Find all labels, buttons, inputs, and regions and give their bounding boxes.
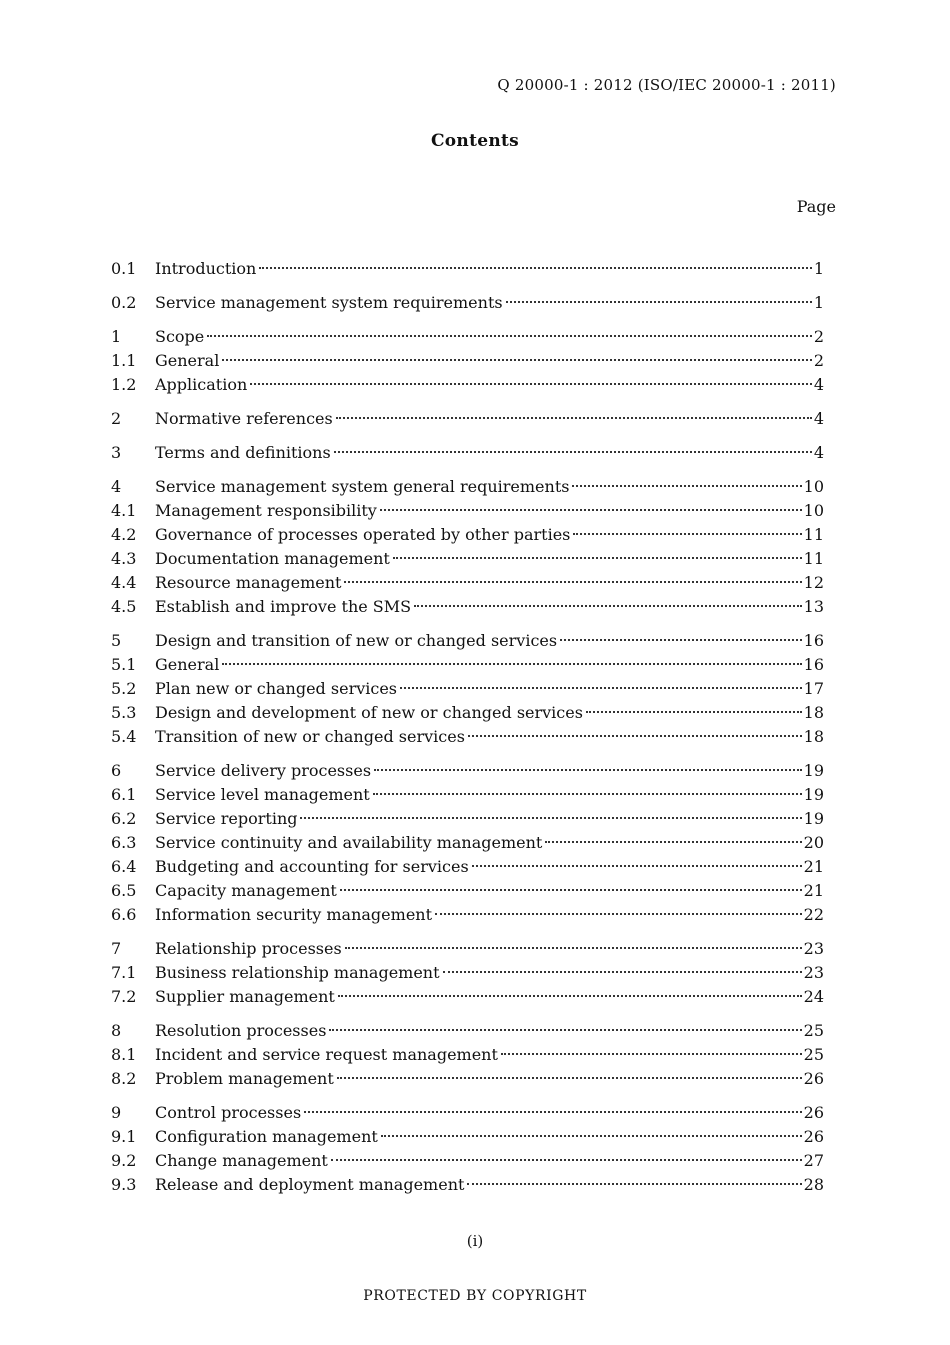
toc-entry[interactable] [111, 499, 824, 523]
toc-entry-title: Supplier management [155, 987, 335, 1006]
toc-entry[interactable] [111, 523, 824, 547]
toc-dot-leader [207, 335, 812, 337]
toc-section-group [111, 325, 824, 397]
toc-dot-leader [501, 1053, 802, 1055]
toc-entry-page: 2 [813, 351, 824, 370]
toc-entry-page: 17 [803, 679, 824, 698]
toc-section-group [111, 1101, 824, 1197]
toc-entry-page: 16 [803, 631, 824, 650]
toc-dot-leader [345, 947, 802, 949]
toc-dot-leader [560, 639, 802, 641]
toc-entry[interactable] [111, 475, 824, 499]
toc-entry-title: Scope [155, 327, 205, 346]
toc-dot-leader [573, 533, 801, 535]
toc-entry-page: 19 [803, 761, 824, 780]
toc-dot-leader [250, 383, 812, 385]
toc-entry-number: 1 [111, 327, 122, 346]
toc-entry-page: 11 [803, 525, 824, 544]
toc-entry-page: 24 [803, 987, 824, 1006]
toc-entry[interactable] [111, 985, 824, 1009]
toc-entry-title: Terms and definitions [155, 443, 331, 462]
toc-entry-title: Service reporting [155, 809, 298, 828]
toc-entry-number: 6 [111, 761, 122, 780]
toc-dot-leader [435, 913, 802, 915]
toc-entry-number: 5 [111, 631, 122, 650]
toc-entry[interactable] [111, 1043, 824, 1067]
toc-section-group [111, 937, 824, 1009]
toc-entry-page: 28 [803, 1175, 824, 1194]
toc-entry-number: 9.3 [111, 1175, 137, 1194]
toc-dot-leader [380, 509, 802, 511]
toc-section-group [111, 441, 824, 465]
toc-entry-page: 2 [813, 327, 824, 346]
toc-entry-number: 7 [111, 939, 122, 958]
toc-entry[interactable] [111, 257, 824, 281]
toc-entry[interactable] [111, 1019, 824, 1043]
toc-entry-number: 4.1 [111, 501, 137, 520]
toc-entry[interactable] [111, 1067, 824, 1091]
toc-entry[interactable] [111, 653, 824, 677]
standard-identifier: Q 20000-1 : 2012 (ISO/IEC 20000-1 : 2011) [497, 76, 836, 94]
toc-entry-page: 25 [803, 1045, 824, 1064]
toc-entry[interactable] [111, 879, 824, 903]
toc-entry-number: 6.3 [111, 833, 137, 852]
toc-entry-title: Transition of new or changed services [155, 727, 465, 746]
toc-entry-title: Relationship processes [155, 939, 342, 958]
toc-entry[interactable] [111, 441, 824, 465]
page-column-label: Page [796, 197, 836, 216]
toc-entry-number: 9.1 [111, 1127, 137, 1146]
toc-dot-leader [337, 1077, 802, 1079]
toc-entry[interactable] [111, 1101, 824, 1125]
toc-entry-number: 8 [111, 1021, 122, 1040]
toc-dot-leader [467, 1183, 801, 1185]
toc-dot-leader [304, 1111, 801, 1113]
toc-dot-leader [259, 267, 811, 269]
toc-entry[interactable] [111, 291, 824, 315]
toc-entry-number: 9.2 [111, 1151, 137, 1170]
toc-entry[interactable] [111, 595, 824, 619]
toc-entry-page: 1 [813, 293, 824, 312]
toc-dot-leader [336, 417, 812, 419]
toc-entry-title: Service level management [155, 785, 370, 804]
toc-dot-leader [329, 1029, 801, 1031]
toc-entry-number: 4.5 [111, 597, 137, 616]
toc-entry[interactable] [111, 759, 824, 783]
toc-entry-title: Service management system general requirements [155, 477, 570, 496]
toc-entry-page: 10 [803, 501, 824, 520]
toc-entry-title: Governance of processes operated by other parties [155, 525, 571, 544]
toc-dot-leader [340, 889, 802, 891]
toc-entry-number: 0.2 [111, 293, 137, 312]
toc-entry-page: 10 [803, 477, 824, 496]
toc-entry-title: Configuration management [155, 1127, 378, 1146]
toc-entry-title: Management responsibility [155, 501, 377, 520]
toc-entry-title: Service continuity and availability management [155, 833, 543, 852]
toc-entry-number: 4.2 [111, 525, 137, 544]
toc-entry-page: 23 [803, 939, 824, 958]
toc-entry-page: 20 [803, 833, 824, 852]
toc-entry-title: Control processes [155, 1103, 302, 1122]
toc-entry-number: 6.4 [111, 857, 137, 876]
toc-section-group [111, 475, 824, 619]
toc-entry-number: 2 [111, 409, 122, 428]
toc-dot-leader [334, 451, 812, 453]
toc-section-group [111, 291, 824, 315]
toc-entry-title: Service management system requirements [155, 293, 503, 312]
toc-entry-title: Information security management [155, 905, 433, 924]
toc-dot-leader [414, 605, 802, 607]
toc-entry-page: 27 [803, 1151, 824, 1170]
toc-entry-title: Budgeting and accounting for services [155, 857, 469, 876]
toc-entry-number: 6.1 [111, 785, 137, 804]
toc-entry-title: Resolution processes [155, 1021, 327, 1040]
toc-entry-page: 19 [803, 809, 824, 828]
toc-entry-page: 18 [803, 727, 824, 746]
toc-entry-number: 6.6 [111, 905, 137, 924]
toc-entry-number: 5.3 [111, 703, 137, 722]
toc-entry-number: 4.4 [111, 573, 137, 592]
toc-entry-page: 11 [803, 549, 824, 568]
toc-entry[interactable] [111, 1125, 824, 1149]
toc-entry-title: Design and transition of new or changed services [155, 631, 558, 650]
toc-entry-title: General [155, 655, 220, 674]
toc-dot-leader [381, 1135, 802, 1137]
toc-dot-leader [222, 663, 801, 665]
toc-entry-number: 8.1 [111, 1045, 137, 1064]
toc-entry-page: 13 [803, 597, 824, 616]
toc-dot-leader [374, 769, 802, 771]
toc-entry[interactable] [111, 349, 824, 373]
toc-entry-number: 7.1 [111, 963, 137, 982]
toc-entry-page: 22 [803, 905, 824, 924]
toc-dot-leader [300, 817, 801, 819]
toc-entry-number: 6.5 [111, 881, 137, 900]
toc-dot-leader [586, 711, 802, 713]
toc-entry-title: Application [155, 375, 248, 394]
toc-entry[interactable] [111, 807, 824, 831]
toc-entry-page: 18 [803, 703, 824, 722]
toc-entry-title: Introduction [155, 259, 257, 278]
toc-entry-title: Normative references [155, 409, 333, 428]
toc-entry-title: General [155, 351, 220, 370]
toc-entry-page: 25 [803, 1021, 824, 1040]
toc-entry[interactable] [111, 1149, 824, 1173]
toc-entry-page: 1 [813, 259, 824, 278]
toc-dot-leader [572, 485, 801, 487]
toc-entry-number: 4 [111, 477, 122, 496]
toc-entry-title: Plan new or changed services [155, 679, 398, 698]
toc-dot-leader [338, 995, 802, 997]
toc-entry-number: 0.1 [111, 259, 137, 278]
toc-entry[interactable] [111, 547, 824, 571]
toc-entry-page: 16 [803, 655, 824, 674]
page-number: (i) [466, 1232, 484, 1250]
toc-dot-leader [222, 359, 811, 361]
toc-section-group [111, 1019, 824, 1091]
toc-entry[interactable] [111, 629, 824, 653]
toc-entry[interactable] [111, 961, 824, 985]
toc-entry-number: 1.2 [111, 375, 137, 394]
toc-entry[interactable] [111, 701, 824, 725]
toc-entry[interactable] [111, 725, 824, 749]
toc-dot-leader [443, 971, 802, 973]
toc-entry-number: 5.2 [111, 679, 137, 698]
toc-entry-title: Capacity management [155, 881, 337, 900]
toc-entry[interactable] [111, 783, 824, 807]
toc-dot-leader [400, 687, 802, 689]
toc-entry[interactable] [111, 937, 824, 961]
toc-dot-leader [344, 581, 801, 583]
toc-entry-page: 23 [803, 963, 824, 982]
toc-entry-title: Business relationship management [155, 963, 440, 982]
toc-entry[interactable] [111, 903, 824, 927]
toc-entry[interactable] [111, 1173, 824, 1197]
toc-entry[interactable] [111, 407, 824, 431]
toc-dot-leader [506, 301, 812, 303]
toc-entry-title: Establish and improve the SMS [155, 597, 412, 616]
toc-entry-number: 9 [111, 1103, 122, 1122]
toc-entry-title: Service delivery processes [155, 761, 372, 780]
toc-entry-number: 1.1 [111, 351, 137, 370]
toc-entry-number: 5.1 [111, 655, 137, 674]
toc-entry-number: 8.2 [111, 1069, 137, 1088]
toc-entry-number: 6.2 [111, 809, 137, 828]
table-of-contents [111, 257, 824, 1207]
toc-entry-page: 26 [803, 1127, 824, 1146]
toc-entry-page: 21 [803, 857, 824, 876]
toc-entry[interactable] [111, 677, 824, 701]
toc-entry-number: 3 [111, 443, 122, 462]
toc-entry[interactable] [111, 373, 824, 397]
toc-dot-leader [331, 1159, 802, 1161]
toc-entry-title: Incident and service request management [155, 1045, 498, 1064]
toc-entry-title: Release and deployment management [155, 1175, 465, 1194]
toc-entry-page: 26 [803, 1103, 824, 1122]
toc-entry-number: 5.4 [111, 727, 137, 746]
toc-entry-page: 26 [803, 1069, 824, 1088]
toc-entry[interactable] [111, 325, 824, 349]
toc-section-group [111, 407, 824, 431]
toc-section-group [111, 257, 824, 281]
toc-dot-leader [472, 865, 802, 867]
toc-dot-leader [373, 793, 802, 795]
toc-entry-number: 4.3 [111, 549, 137, 568]
toc-entry[interactable] [111, 855, 824, 879]
toc-entry-page: 4 [813, 409, 824, 428]
toc-entry[interactable] [111, 831, 824, 855]
toc-entry-title: Documentation management [155, 549, 390, 568]
toc-entry-title: Design and development of new or changed services [155, 703, 583, 722]
copyright-notice: PROTECTED BY COPYRIGHT [363, 1288, 587, 1304]
toc-entry-page: 19 [803, 785, 824, 804]
toc-dot-leader [468, 735, 802, 737]
toc-entry-title: Resource management [155, 573, 342, 592]
toc-section-group [111, 629, 824, 749]
toc-dot-leader [393, 557, 802, 559]
toc-entry-page: 12 [803, 573, 824, 592]
toc-entry-page: 4 [813, 375, 824, 394]
toc-entry-number: 7.2 [111, 987, 137, 1006]
toc-dot-leader [545, 841, 801, 843]
toc-section-group [111, 759, 824, 927]
contents-heading: Contents [430, 131, 520, 151]
toc-entry-page: 4 [813, 443, 824, 462]
toc-entry-title: Change management [155, 1151, 328, 1170]
toc-entry[interactable] [111, 571, 824, 595]
toc-entry-page: 21 [803, 881, 824, 900]
toc-entry-title: Problem management [155, 1069, 334, 1088]
